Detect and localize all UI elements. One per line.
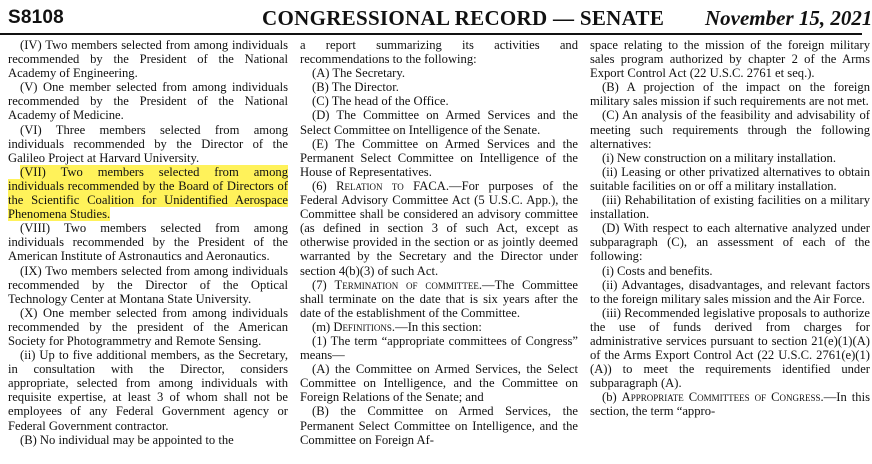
paragraph: (ii) Up to five additional members, as the Secretary, in consultation with the Director, considers appropriate, selected from among individuals with requisite expertise, at least 3 of whom shall not be employees of any Federal Government agency or Federal Government contractor. bbox=[8, 348, 288, 433]
paragraph: (X) One member selected from among individuals recommended by the president of the American Society for Photogrammetry and Remote Sensing. bbox=[8, 305, 288, 348]
paragraph: (D) With respect to each alternative analyzed under subparagraph (C), an assessment of each of the following: bbox=[590, 221, 870, 264]
paragraph-lead: (b) bbox=[602, 390, 622, 405]
paragraph: (IV) Two members selected from among individuals recommended by the President of the National Academy of Engineering. bbox=[8, 38, 288, 81]
paragraph: (IX) Two members selected from among individuals recommended by the Director of the Optical Technology Center at Montana State University. bbox=[8, 263, 288, 306]
paragraph-body: —The Committee shall terminate on the date that is six years after the date of the establishment of the Committee. bbox=[300, 277, 578, 320]
publication-date: November 15, 2021 bbox=[705, 6, 872, 30]
paragraph bbox=[300, 320, 578, 334]
section-heading: Appropriate Committees of Congress. bbox=[621, 390, 824, 405]
paragraph: (E) The Committee on Armed Services and the Permanent Select Committee on Intelligence of the House of Representatives. bbox=[300, 136, 578, 179]
section-heading: Termination of committee. bbox=[334, 277, 483, 292]
paragraph: (C) The head of the Office. bbox=[312, 94, 449, 109]
paragraph: (i) Costs and benefits. bbox=[602, 263, 713, 278]
page-header bbox=[0, 0, 872, 34]
paragraph: (B) No individual may be appointed to the bbox=[20, 432, 234, 447]
text-column-3 bbox=[590, 38, 870, 464]
paragraph: (C) An analysis of the feasibility and advisability of meeting such requirements through the following alternatives: bbox=[590, 108, 870, 151]
paragraph: (1) The term “appropriate committees of Congress” means— bbox=[300, 333, 578, 363]
paragraph: (D) The Committee on Armed Services and the Select Committee on Intelligence of the Senate. bbox=[300, 108, 578, 137]
publication-title: CONGRESSIONAL RECORD — SENATE bbox=[262, 6, 665, 30]
paragraph: (B) the Committee on Armed Services, the Permanent Select Committee on Intelligence, and the Committee on Foreign Af- bbox=[300, 404, 578, 447]
paragraph-lead: (7) bbox=[312, 277, 335, 292]
paragraph: (ii) Advantages, disadvantages, and relevant factors to the foreign military sales mission and the Air Force. bbox=[590, 277, 870, 306]
paragraph-body: —For purposes of the Federal Advisory Committee Act (5 U.S.C. App.), the Committee shall be considered an advisory committee (as defined in section 3 of such Act, except as otherwise provided in the section or as jointly deemed warranted by the Secretary and the Director under section 4(b)(3) of such Act. bbox=[300, 178, 578, 278]
paragraph: (i) New construction on a military installation. bbox=[602, 150, 836, 165]
paragraph: space relating to the mission of the foreign military sales program authorized by chapter 2 of the Arms Export Control Act (22 U.S.C. 2761 et seq.). bbox=[590, 38, 870, 81]
header-rule bbox=[0, 33, 862, 35]
paragraph: (iii) Rehabilitation of existing facilities on a military installation. bbox=[590, 193, 870, 222]
paragraph: (A) the Committee on Armed Services, the Select Committee on Intelligence, and the Committee on Foreign Relations of the Senate; and bbox=[300, 362, 578, 405]
paragraph-body: —In this section: bbox=[395, 319, 482, 334]
section-heading: Relation to FACA. bbox=[336, 178, 449, 193]
text-column-2 bbox=[300, 38, 578, 464]
paragraph: (A) The Secretary. bbox=[312, 66, 406, 81]
paragraph: (ii) Leasing or other privatized alternatives to obtain suitable facilities on or off a military installation. bbox=[590, 164, 870, 193]
paragraph: (B) The Director. bbox=[312, 80, 399, 95]
paragraph bbox=[590, 390, 870, 418]
paragraph: a report summarizing its activities and recommendations to the following: bbox=[300, 38, 578, 67]
paragraph-body: —In this section, the term “appro- bbox=[590, 390, 870, 419]
paragraph: (VIII) Two members selected from among individuals recommended by the President of the American Institute of Astronautics and Aeronautics. bbox=[8, 221, 288, 264]
section-heading: Definitions. bbox=[333, 319, 396, 334]
highlighted-paragraph bbox=[8, 165, 288, 221]
paragraph: (V) One member selected from among individuals recommended by the President of the National Academy of Medicine. bbox=[8, 80, 288, 123]
page-number: S8108 bbox=[8, 7, 64, 28]
paragraph-lead: (6) bbox=[312, 178, 337, 193]
paragraph: (iii) Recommended legislative proposals to authorize the use of funds derived from charges for administrative services pursuant to section 21(e)(1)(A) of the Arms Export Control Act (22 U.S.C. 2761(e)(1)(A)) to meet the requirements identified under subparagraph (A). bbox=[590, 305, 870, 391]
paragraph: (B) A projection of the impact on the foreign military sales mission if such requirements are not met. bbox=[590, 80, 870, 109]
paragraph bbox=[300, 278, 578, 320]
highlight: (VII) Two members selected from among individuals recommended by the Board of Directors of the Scientific Coalition for Unidentified Aerospace Phenomena Studies. bbox=[8, 164, 288, 222]
text-column-1 bbox=[8, 38, 288, 464]
paragraph bbox=[300, 179, 578, 278]
paragraph-lead: (m) bbox=[312, 319, 334, 334]
paragraph: (VI) Three members selected from among individuals recommended by the Director of the Galileo Project at Harvard University. bbox=[8, 122, 288, 165]
